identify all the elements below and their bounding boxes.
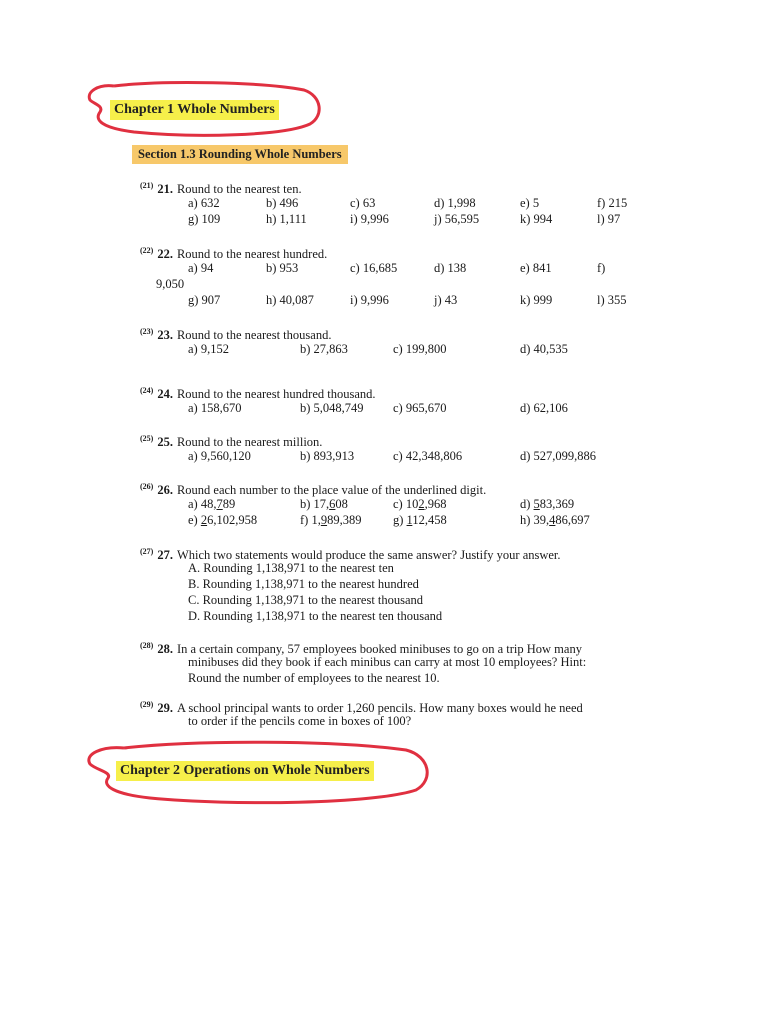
answer-item: c) 965,670 [393,401,447,415]
answer-item: b) 893,913 [300,449,355,463]
answer-item: j) 56,595 [434,212,480,226]
question-prompt: Round to the nearest hundred. [176,247,328,262]
q27-option-a: A. Rounding 1,138,971 to the nearest ten [188,561,394,575]
answer-item-wrap: 9,050 [156,277,185,291]
question-number: 22. [157,247,173,262]
question-number: 24. [157,387,173,402]
question-text-line: to order if the pencils come in boxes of 100? [188,714,412,728]
ref-label: (21) [140,181,154,190]
answer-item: f) 1,989,389 [300,513,362,527]
answer-item: c) 42,348,806 [393,449,463,463]
q27-option-c: C. Rounding 1,138,971 to the nearest thousand [188,593,424,607]
answer-item: l) 97 [597,212,621,226]
chapter1-title: Chapter 1 Whole Numbers [110,100,279,120]
question-number: 26. [157,483,173,498]
answer-item: g) 109 [188,212,221,226]
answer-item: l) 355 [597,293,627,307]
question-number: 27. [157,548,173,563]
question-prompt: Round to the nearest thousand. [176,328,332,343]
question-text-line: minibuses did they book if each minibus can carry at most 10 employees? Hint: [188,655,587,669]
q27-option-d: D. Rounding 1,138,971 to the nearest ten thousand [188,609,443,623]
answer-item: c) 63 [350,196,376,210]
answer-item: a) 9,560,120 [188,449,251,463]
answer-item: b) 496 [266,196,299,210]
ref-label: (23) [140,327,154,336]
answer-item: h) 39,486,697 [520,513,590,527]
ref-label: (29) [140,700,154,709]
question-text-line: A school principal wants to order 1,260 pencils. How many boxes would he need [176,701,583,716]
answer-item: e) 26,102,958 [188,513,258,527]
q27-option-b: B. Rounding 1,138,971 to the nearest hundred [188,577,419,591]
answer-item: d) 583,369 [520,497,575,511]
answer-item: c) 16,685 [350,261,398,275]
question-prompt: Round to the nearest million. [176,435,323,450]
answer-item: e) 841 [520,261,552,275]
question-number: 25. [157,435,173,450]
answer-item: d) 138 [434,261,467,275]
question-prompt: Round each number to the place value of the underlined digit. [176,483,487,498]
answer-item: a) 48,789 [188,497,236,511]
question-number: 21. [157,182,173,197]
answer-item: h) 1,111 [266,212,307,226]
ref-label: (28) [140,641,154,650]
answer-item: a) 9,152 [188,342,229,356]
question-text-line: Round the number of employees to the nearest 10. [188,671,440,685]
answer-item: h) 40,087 [266,293,314,307]
ref-label: (27) [140,547,154,556]
question-number: 29. [157,701,173,716]
answer-item: b) 17,608 [300,497,348,511]
answer-item: a) 632 [188,196,220,210]
question-number: 28. [157,642,173,657]
answer-item: a) 94 [188,261,214,275]
answer-item: g) 112,458 [393,513,447,527]
ref-label: (26) [140,482,154,491]
answer-item: b) 27,863 [300,342,348,356]
answer-item: d) 1,998 [434,196,476,210]
section-title: Section 1.3 Rounding Whole Numbers [132,145,348,164]
answer-item: j) 43 [434,293,458,307]
answer-item: i) 9,996 [350,212,389,226]
answer-item: f) 215 [597,196,628,210]
answer-item: c) 199,800 [393,342,447,356]
answer-item: e) 5 [520,196,540,210]
answer-item: d) 527,099,886 [520,449,597,463]
answer-item: d) 62,106 [520,401,568,415]
ref-label: (22) [140,246,154,255]
chapter2-title: Chapter 2 Operations on Whole Numbers [116,761,374,781]
question-prompt: Round to the nearest ten. [176,182,302,197]
ref-label: (25) [140,434,154,443]
answer-item: b) 953 [266,261,299,275]
ref-label: (24) [140,386,154,395]
question-text-line: In a certain company, 57 employees booked minibuses to go on a trip How many [176,642,582,657]
question-22 [140,243,327,262]
answer-item: a) 158,670 [188,401,242,415]
answer-item: g) 907 [188,293,221,307]
answer-item: f) [597,261,606,275]
q22-wrap [156,276,184,292]
answer-item: b) 5,048,749 [300,401,364,415]
question-prompt: Which two statements would produce the same answer? Justify your answer. [176,548,561,563]
answer-item: c) 102,968 [393,497,447,511]
answer-item: i) 9,996 [350,293,389,307]
answer-item: k) 999 [520,293,553,307]
question-number: 23. [157,328,173,343]
question-prompt: Round to the nearest hundred thousand. [176,387,376,402]
answer-item: k) 994 [520,212,553,226]
answer-item: d) 40,535 [520,342,568,356]
